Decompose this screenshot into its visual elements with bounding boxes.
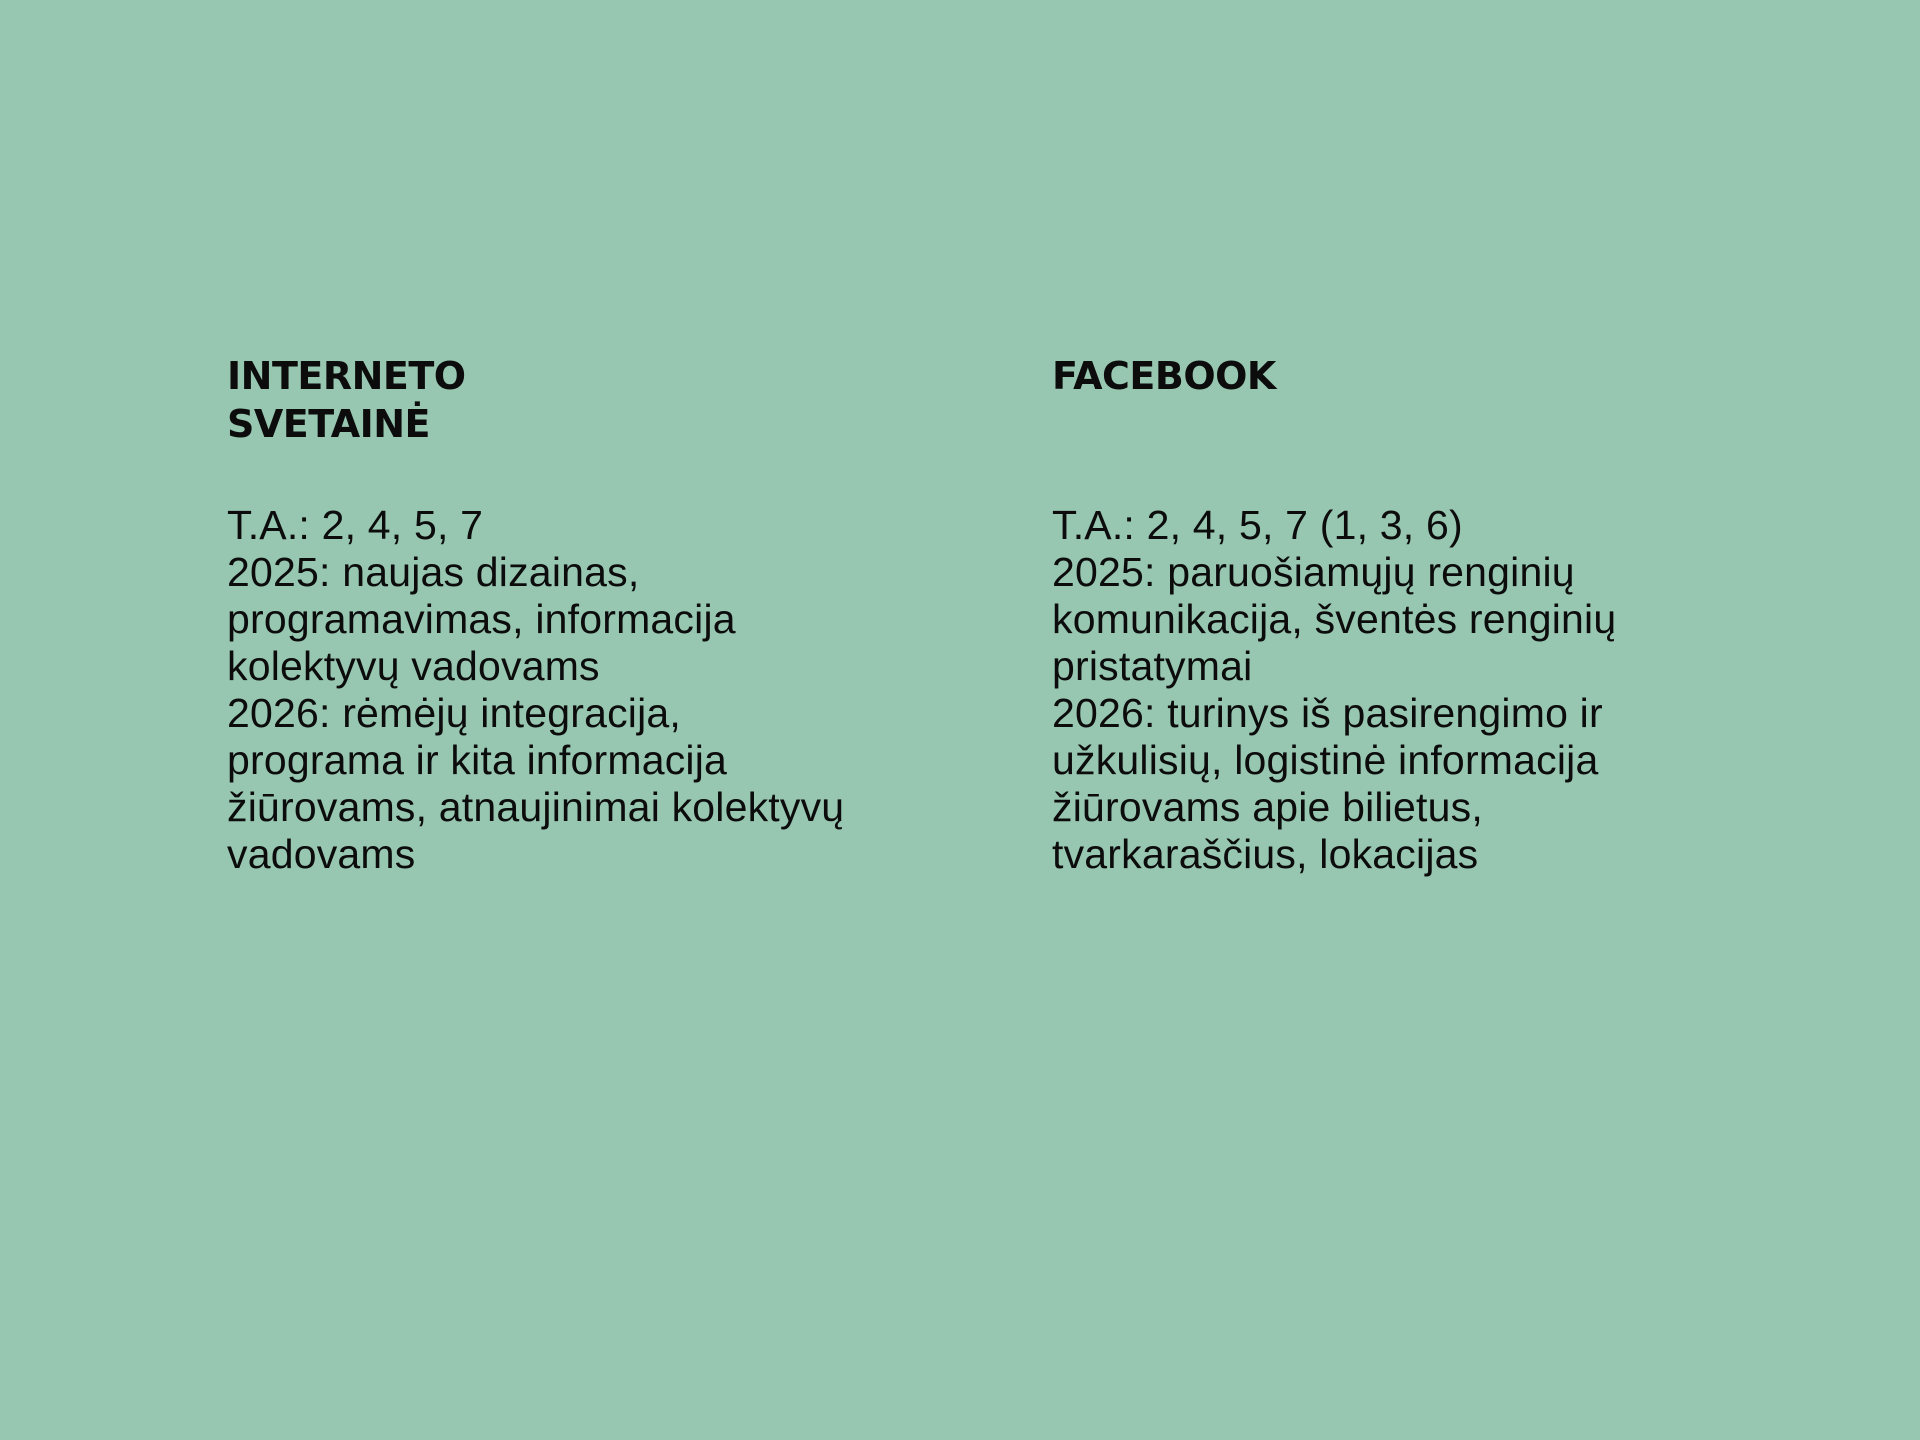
- description-line: komunikacija, šventės renginių: [1052, 596, 1617, 642]
- facebook-description: [1052, 502, 1772, 878]
- plan-2026-line: 2026: rėmėjų integracija,: [227, 690, 681, 736]
- description-line: pristatymai: [1052, 643, 1253, 689]
- plan-2025-line: 2025: paruošiamųjų renginių: [1052, 549, 1575, 595]
- plan-2025-line: 2025: naujas dizainas,: [227, 549, 640, 595]
- description-line: užkulisių, logistinė informacija: [1052, 737, 1599, 783]
- description-line: žiūrovams, atnaujinimai kolektyvų: [227, 784, 845, 830]
- heading-line: SVETAINĖ: [227, 402, 431, 446]
- description-line: kolektyvų vadovams: [227, 643, 600, 689]
- website-description: [227, 502, 947, 878]
- website-column: [227, 352, 947, 878]
- description-line: programavimas, informacija: [227, 596, 736, 642]
- heading-line: FACEBOOK: [1052, 354, 1276, 398]
- description-line: žiūrovams apie bilietus,: [1052, 784, 1483, 830]
- description-line: tvarkaraščius, lokacijas: [1052, 831, 1479, 877]
- target-audience-line: T.A.: 2, 4, 5, 7: [227, 502, 484, 548]
- description-line: programa ir kita informacija: [227, 737, 728, 783]
- facebook-heading: [1052, 352, 1772, 502]
- description-line: vadovams: [227, 831, 416, 877]
- heading-line: INTERNETO: [227, 354, 466, 398]
- target-audience-line: T.A.: 2, 4, 5, 7 (1, 3, 6): [1052, 502, 1463, 548]
- website-heading: [227, 352, 947, 502]
- facebook-column: [1052, 352, 1772, 878]
- plan-2026-line: 2026: turinys iš pasirengimo ir: [1052, 690, 1603, 736]
